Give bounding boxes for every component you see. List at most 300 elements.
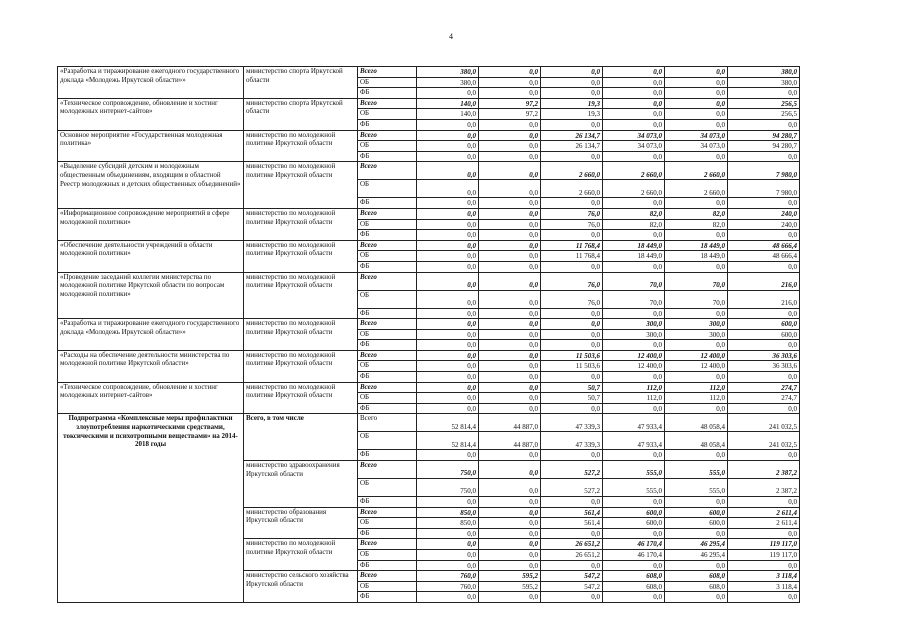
value-cell: 0,0 <box>603 592 665 603</box>
value-cell: 0,0 <box>665 67 728 78</box>
executor-name: министерство по молодежной политике Иркутской области <box>244 539 358 571</box>
source-cell-ob: ОБ <box>358 393 417 404</box>
value-cell: 0,0 <box>479 67 541 78</box>
source-cell-total: Всего <box>358 461 417 479</box>
source-cell-ob: ОБ <box>358 251 417 262</box>
value-cell: 555,0 <box>665 479 728 497</box>
value-cell: 0,0 <box>479 497 541 508</box>
value-cell: 0,0 <box>417 240 479 251</box>
value-cell: 0,0 <box>665 98 728 109</box>
source-cell-ob: ОБ <box>358 109 417 120</box>
value-cell: 0,0 <box>603 151 665 162</box>
value-cell: 547,2 <box>541 571 603 582</box>
executor-name: министерство по молодежной политике Иркутской области <box>244 350 358 382</box>
value-cell: 561,4 <box>541 507 603 518</box>
executor-name: министерство по молодежной политике Иркутской области <box>244 130 358 162</box>
value-cell: 76,0 <box>541 208 603 219</box>
value-cell: 0,0 <box>479 162 541 180</box>
table-row <box>58 98 800 109</box>
value-cell: 0,0 <box>728 261 800 272</box>
value-cell: 0,0 <box>728 403 800 414</box>
value-cell: 18 449,0 <box>603 251 665 262</box>
value-cell: 0,0 <box>417 497 479 508</box>
value-cell: 2 660,0 <box>541 162 603 180</box>
value-cell: 0,0 <box>541 67 603 78</box>
value-cell: 34 073,0 <box>665 141 728 152</box>
value-cell: 0,0 <box>603 372 665 383</box>
value-cell: 0,0 <box>603 109 665 120</box>
value-cell: 0,0 <box>479 340 541 351</box>
value-cell: 0,0 <box>541 151 603 162</box>
value-cell: 0,0 <box>541 592 603 603</box>
value-cell: 0,0 <box>479 550 541 561</box>
value-cell: 608,0 <box>665 581 728 592</box>
measure-name: «Проведение заседаний коллегии министерства по молодежной политике Иркутской области по вопросам молодежной политики» <box>58 272 244 319</box>
value-cell: 0,0 <box>479 180 541 198</box>
value-cell: 0,0 <box>603 198 665 209</box>
value-cell: 140,0 <box>417 109 479 120</box>
source-cell-ob: ОБ <box>358 479 417 497</box>
value-cell: 3 118,4 <box>728 571 800 582</box>
executor-name: Всего, в том числе <box>244 414 358 461</box>
source-cell-total: Всего <box>358 319 417 330</box>
source-cell-ob: ОБ <box>358 581 417 592</box>
value-cell: 36 303,6 <box>728 361 800 372</box>
measure-name: «Техническое сопровождение, обновление и хостинг молодежных интернет-сайтов» <box>58 382 244 414</box>
value-cell: 0,0 <box>479 141 541 152</box>
value-cell: 608,0 <box>603 571 665 582</box>
source-cell-fb: ФБ <box>358 308 417 319</box>
value-cell: 26 651,2 <box>541 539 603 550</box>
value-cell: 0,0 <box>541 528 603 539</box>
value-cell: 0,0 <box>665 109 728 120</box>
value-cell: 19,3 <box>541 98 603 109</box>
value-cell: 11 768,4 <box>541 251 603 262</box>
table-row <box>58 272 800 290</box>
value-cell: 140,0 <box>417 98 479 109</box>
value-cell: 50,7 <box>541 382 603 393</box>
source-cell-total: Всего <box>358 130 417 141</box>
value-cell: 0,0 <box>728 119 800 130</box>
source-cell-total: Всего <box>358 382 417 393</box>
value-cell: 0,0 <box>541 198 603 209</box>
value-cell: 760,0 <box>417 581 479 592</box>
value-cell: 240,0 <box>728 219 800 230</box>
value-cell: 48 058,4 <box>665 414 728 432</box>
value-cell: 0,0 <box>479 450 541 461</box>
measure-name: «Выделение субсидий детским и молодежным общественным объединениям, входящим в областной Реестр молодежных и детских общественных объединений» <box>58 162 244 209</box>
value-cell: 0,0 <box>417 450 479 461</box>
value-cell: 0,0 <box>728 592 800 603</box>
value-cell: 850,0 <box>417 518 479 529</box>
value-cell: 0,0 <box>417 261 479 272</box>
value-cell: 11 768,4 <box>541 240 603 251</box>
value-cell: 12 400,0 <box>603 350 665 361</box>
source-cell-fb: ФБ <box>358 119 417 130</box>
value-cell: 0,0 <box>603 77 665 88</box>
value-cell: 0,0 <box>417 251 479 262</box>
table-row <box>58 67 800 78</box>
value-cell: 44 887,0 <box>479 414 541 432</box>
value-cell: 561,4 <box>541 518 603 529</box>
value-cell: 0,0 <box>479 479 541 497</box>
value-cell: 0,0 <box>479 198 541 209</box>
table-row <box>58 208 800 219</box>
budget-table <box>57 66 800 603</box>
source-cell-total: Всего <box>358 162 417 180</box>
value-cell: 241 032,5 <box>728 432 800 450</box>
value-cell: 0,0 <box>417 290 479 308</box>
value-cell: 0,0 <box>603 119 665 130</box>
source-cell-total: Всего <box>358 272 417 290</box>
value-cell: 0,0 <box>417 130 479 141</box>
source-cell-ob: ОБ <box>358 77 417 88</box>
value-cell: 0,0 <box>417 329 479 340</box>
value-cell: 44 887,0 <box>479 432 541 450</box>
value-cell: 0,0 <box>479 119 541 130</box>
value-cell: 0,0 <box>479 290 541 308</box>
value-cell: 0,0 <box>541 319 603 330</box>
value-cell: 82,0 <box>665 219 728 230</box>
value-cell: 0,0 <box>479 151 541 162</box>
value-cell: 19,3 <box>541 109 603 120</box>
value-cell: 7 980,0 <box>728 180 800 198</box>
value-cell: 0,0 <box>728 450 800 461</box>
page-number: 4 <box>449 32 453 41</box>
value-cell: 0,0 <box>479 592 541 603</box>
value-cell: 380,0 <box>417 67 479 78</box>
value-cell: 0,0 <box>479 272 541 290</box>
value-cell: 0,0 <box>417 162 479 180</box>
value-cell: 0,0 <box>665 528 728 539</box>
value-cell: 2 611,4 <box>728 507 800 518</box>
value-cell: 256,5 <box>728 109 800 120</box>
executor-name: министерство образования Иркутской области <box>244 507 358 539</box>
value-cell: 0,0 <box>479 329 541 340</box>
source-cell-total: Всего <box>358 67 417 78</box>
value-cell: 97,2 <box>479 98 541 109</box>
value-cell: 52 814,4 <box>417 414 479 432</box>
value-cell: 47 339,3 <box>541 414 603 432</box>
source-cell-fb: ФБ <box>358 560 417 571</box>
value-cell: 2 660,0 <box>665 180 728 198</box>
value-cell: 0,0 <box>417 560 479 571</box>
source-cell-total: Всего <box>358 240 417 251</box>
value-cell: 600,0 <box>728 329 800 340</box>
value-cell: 0,0 <box>665 151 728 162</box>
value-cell: 34 073,0 <box>603 141 665 152</box>
value-cell: 300,0 <box>603 329 665 340</box>
value-cell: 47 339,3 <box>541 432 603 450</box>
value-cell: 11 503,6 <box>541 350 603 361</box>
value-cell: 0,0 <box>728 198 800 209</box>
value-cell: 608,0 <box>603 581 665 592</box>
value-cell: 0,0 <box>417 350 479 361</box>
value-cell: 0,0 <box>603 230 665 241</box>
table-row <box>58 162 800 180</box>
value-cell: 18 449,0 <box>603 240 665 251</box>
value-cell: 274,7 <box>728 382 800 393</box>
value-cell: 600,0 <box>728 319 800 330</box>
value-cell: 0,0 <box>479 308 541 319</box>
source-cell-fb: ФБ <box>358 497 417 508</box>
value-cell: 7 980,0 <box>728 162 800 180</box>
value-cell: 0,0 <box>417 119 479 130</box>
value-cell: 555,0 <box>603 479 665 497</box>
value-cell: 112,0 <box>665 382 728 393</box>
value-cell: 11 503,6 <box>541 361 603 372</box>
value-cell: 76,0 <box>541 290 603 308</box>
value-cell: 34 073,0 <box>603 130 665 141</box>
value-cell: 380,0 <box>417 77 479 88</box>
value-cell: 0,0 <box>541 497 603 508</box>
subprogram-name: Подпрограмма «Комплексные меры профилактики злоупотребления наркотическими средствами, токсическими и психотропными веществами» на 2014-2018 годы <box>58 414 244 603</box>
value-cell: 0,0 <box>417 592 479 603</box>
value-cell: 0,0 <box>417 230 479 241</box>
value-cell: 3 118,4 <box>728 581 800 592</box>
value-cell: 0,0 <box>665 340 728 351</box>
executor-name: министерство здравоохранения Иркутской области <box>244 461 358 508</box>
source-cell-fb: ФБ <box>358 88 417 99</box>
value-cell: 112,0 <box>603 393 665 404</box>
value-cell: 0,0 <box>541 450 603 461</box>
value-cell: 0,0 <box>541 372 603 383</box>
value-cell: 0,0 <box>479 518 541 529</box>
value-cell: 0,0 <box>603 88 665 99</box>
executor-name: министерство по молодежной политике Иркутской области <box>244 208 358 240</box>
value-cell: 0,0 <box>665 230 728 241</box>
value-cell: 0,0 <box>417 550 479 561</box>
value-cell: 97,2 <box>479 109 541 120</box>
value-cell: 112,0 <box>665 393 728 404</box>
table-row <box>58 350 800 361</box>
value-cell: 600,0 <box>603 518 665 529</box>
value-cell: 0,0 <box>417 180 479 198</box>
value-cell: 600,0 <box>603 507 665 518</box>
source-cell-total: Всего <box>358 98 417 109</box>
source-cell-total: Всего <box>358 571 417 582</box>
value-cell: 0,0 <box>665 560 728 571</box>
value-cell: 0,0 <box>417 219 479 230</box>
value-cell: 0,0 <box>479 208 541 219</box>
value-cell: 0,0 <box>665 88 728 99</box>
value-cell: 70,0 <box>665 272 728 290</box>
value-cell: 76,0 <box>541 272 603 290</box>
value-cell: 0,0 <box>603 560 665 571</box>
value-cell: 0,0 <box>479 361 541 372</box>
source-cell-fb: ФБ <box>358 403 417 414</box>
source-cell-ob: ОБ <box>358 290 417 308</box>
value-cell: 0,0 <box>665 372 728 383</box>
value-cell: 0,0 <box>417 393 479 404</box>
value-cell: 2 611,4 <box>728 518 800 529</box>
source-cell-total: Всего <box>358 507 417 518</box>
value-cell: 0,0 <box>479 393 541 404</box>
value-cell: 0,0 <box>728 151 800 162</box>
value-cell: 0,0 <box>479 77 541 88</box>
measure-name: «Разработка и тиражирование ежегодного государственного доклада «Молодежь Иркутской области»» <box>58 67 244 99</box>
value-cell: 48 666,4 <box>728 251 800 262</box>
value-cell: 48 666,4 <box>728 240 800 251</box>
value-cell: 600,0 <box>665 507 728 518</box>
value-cell: 0,0 <box>603 67 665 78</box>
source-cell-ob: ОБ <box>358 141 417 152</box>
value-cell: 0,0 <box>417 372 479 383</box>
value-cell: 0,0 <box>541 119 603 130</box>
value-cell: 0,0 <box>479 528 541 539</box>
value-cell: 0,0 <box>417 319 479 330</box>
value-cell: 34 073,0 <box>665 130 728 141</box>
source-cell-total: Всего <box>358 539 417 550</box>
source-cell-fb: ФБ <box>358 340 417 351</box>
value-cell: 0,0 <box>541 77 603 88</box>
value-cell: 2 387,2 <box>728 479 800 497</box>
value-cell: 0,0 <box>603 261 665 272</box>
value-cell: 0,0 <box>541 261 603 272</box>
value-cell: 2 660,0 <box>603 162 665 180</box>
value-cell: 0,0 <box>417 361 479 372</box>
value-cell: 0,0 <box>541 88 603 99</box>
value-cell: 0,0 <box>728 528 800 539</box>
table-row <box>58 130 800 141</box>
value-cell: 12 400,0 <box>665 361 728 372</box>
value-cell: 0,0 <box>603 497 665 508</box>
value-cell: 0,0 <box>417 403 479 414</box>
value-cell: 0,0 <box>603 308 665 319</box>
source-cell-ob: ОБ <box>358 329 417 340</box>
value-cell: 112,0 <box>603 382 665 393</box>
value-cell: 82,0 <box>603 208 665 219</box>
executor-name: министерство по молодежной политике Иркутской области <box>244 240 358 272</box>
value-cell: 555,0 <box>665 461 728 479</box>
value-cell: 240,0 <box>728 208 800 219</box>
value-cell: 18 449,0 <box>665 240 728 251</box>
value-cell: 50,7 <box>541 393 603 404</box>
value-cell: 0,0 <box>479 461 541 479</box>
executor-name: министерство по молодежной политике Иркутской области <box>244 319 358 351</box>
value-cell: 70,0 <box>603 290 665 308</box>
source-cell-total: Всего <box>358 350 417 361</box>
value-cell: 555,0 <box>603 461 665 479</box>
value-cell: 70,0 <box>665 290 728 308</box>
value-cell: 46 170,4 <box>603 550 665 561</box>
measure-name: Основное мероприятие «Государственная молодежная политика» <box>58 130 244 162</box>
value-cell: 0,0 <box>728 372 800 383</box>
value-cell: 0,0 <box>665 403 728 414</box>
value-cell: 0,0 <box>479 507 541 518</box>
value-cell: 94 280,7 <box>728 141 800 152</box>
value-cell: 0,0 <box>479 88 541 99</box>
value-cell: 0,0 <box>479 230 541 241</box>
source-cell-fb: ФБ <box>358 261 417 272</box>
measure-name: «Обеспечение деятельности учреждений в области молодежной политики» <box>58 240 244 272</box>
value-cell: 0,0 <box>728 497 800 508</box>
value-cell: 0,0 <box>479 350 541 361</box>
source-cell-fb: ФБ <box>358 151 417 162</box>
value-cell: 0,0 <box>417 208 479 219</box>
value-cell: 12 400,0 <box>665 350 728 361</box>
value-cell: 0,0 <box>665 450 728 461</box>
value-cell: 0,0 <box>665 198 728 209</box>
value-cell: 47 933,4 <box>603 432 665 450</box>
value-cell: 119 117,0 <box>728 550 800 561</box>
value-cell: 2 660,0 <box>541 180 603 198</box>
value-cell: 750,0 <box>417 479 479 497</box>
value-cell: 0,0 <box>479 382 541 393</box>
value-cell: 46 295,4 <box>665 550 728 561</box>
value-cell: 0,0 <box>417 151 479 162</box>
value-cell: 0,0 <box>728 560 800 571</box>
value-cell: 750,0 <box>417 461 479 479</box>
value-cell: 300,0 <box>665 319 728 330</box>
value-cell: 256,5 <box>728 98 800 109</box>
value-cell: 26 651,2 <box>541 550 603 561</box>
value-cell: 0,0 <box>603 450 665 461</box>
value-cell: 0,0 <box>479 372 541 383</box>
value-cell: 0,0 <box>479 130 541 141</box>
measure-name: «Разработка и тиражирование ежегодного государственного доклада «Молодежь Иркутской области»» <box>58 319 244 351</box>
value-cell: 82,0 <box>603 219 665 230</box>
value-cell: 300,0 <box>603 319 665 330</box>
value-cell: 0,0 <box>541 340 603 351</box>
value-cell: 46 295,4 <box>665 539 728 550</box>
source-cell-total: Всего <box>358 208 417 219</box>
source-cell-fb: ФБ <box>358 592 417 603</box>
executor-name: министерство по молодежной политике Иркутской области <box>244 162 358 209</box>
value-cell: 0,0 <box>417 382 479 393</box>
value-cell: 82,0 <box>665 208 728 219</box>
value-cell: 36 303,6 <box>728 350 800 361</box>
source-cell-ob: ОБ <box>358 180 417 198</box>
source-cell-ob: ОБ <box>358 432 417 450</box>
value-cell: 0,0 <box>728 88 800 99</box>
value-cell: 600,0 <box>665 518 728 529</box>
value-cell: 241 032,5 <box>728 414 800 432</box>
source-cell-fb: ФБ <box>358 198 417 209</box>
value-cell: 76,0 <box>541 219 603 230</box>
measure-name: «Расходы на обеспечение деятельности министерства по молодежной политике Иркутской области» <box>58 350 244 382</box>
value-cell: 0,0 <box>665 497 728 508</box>
table-row <box>58 382 800 393</box>
value-cell: 70,0 <box>603 272 665 290</box>
value-cell: 216,0 <box>728 290 800 308</box>
value-cell: 0,0 <box>665 308 728 319</box>
value-cell: 48 058,4 <box>665 432 728 450</box>
value-cell: 760,0 <box>417 571 479 582</box>
value-cell: 0,0 <box>728 308 800 319</box>
value-cell: 0,0 <box>417 340 479 351</box>
value-cell: 0,0 <box>728 230 800 241</box>
value-cell: 0,0 <box>603 403 665 414</box>
value-cell: 608,0 <box>665 571 728 582</box>
value-cell: 46 170,4 <box>603 539 665 550</box>
measure-name: «Информационное сопровождение мероприятий в сфере молодежной политики» <box>58 208 244 240</box>
value-cell: 119 117,0 <box>728 539 800 550</box>
executor-name: министерство по молодежной политике Иркутской области <box>244 382 358 414</box>
source-cell-ob: ОБ <box>358 518 417 529</box>
value-cell: 0,0 <box>417 141 479 152</box>
value-cell: 274,7 <box>728 393 800 404</box>
value-cell: 0,0 <box>665 119 728 130</box>
value-cell: 2 660,0 <box>603 180 665 198</box>
value-cell: 94 280,7 <box>728 130 800 141</box>
value-cell: 0,0 <box>479 560 541 571</box>
value-cell: 0,0 <box>665 77 728 88</box>
executor-name: министерство спорта Иркутской области <box>244 98 358 130</box>
value-cell: 0,0 <box>479 240 541 251</box>
table-row <box>58 414 800 432</box>
source-cell-fb: ФБ <box>358 450 417 461</box>
